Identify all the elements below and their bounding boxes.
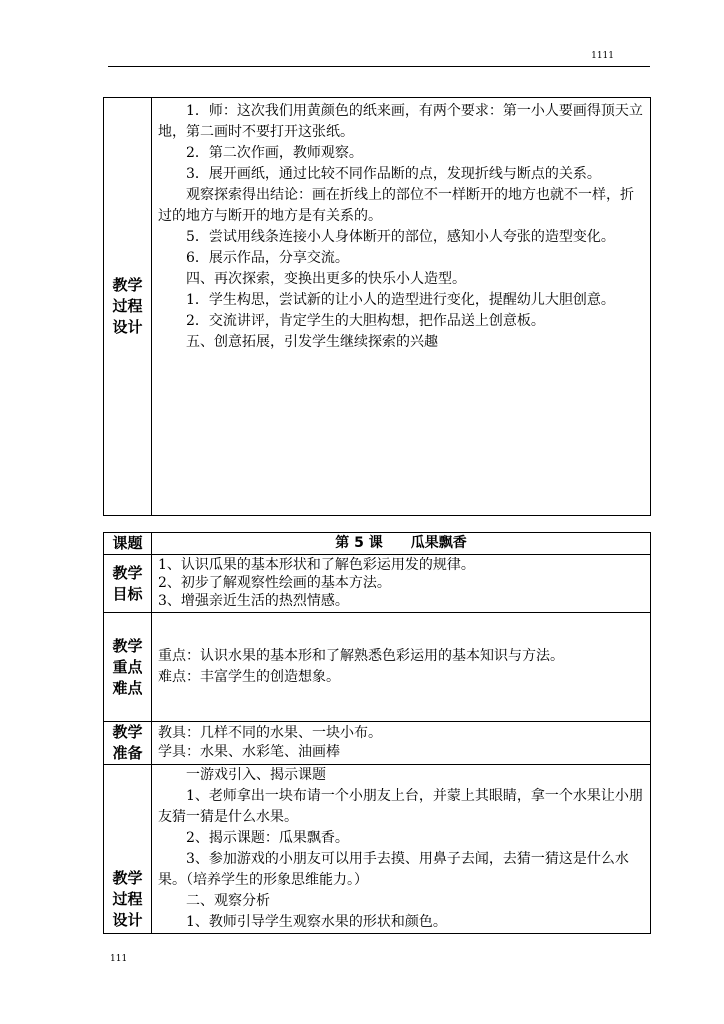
key-difficult-row [104, 613, 651, 722]
process-paragraph: 3、参加游戏的小朋友可以用手去摸、用鼻子去闻，去猜一猜这是什么水果。（培养学生的形象思维能力。） [158, 851, 629, 888]
process-paragraph: 1、教师引导学生观察水果的形状和颜色。 [186, 914, 447, 930]
process-paragraph: 一游戏引入、揭示课题 [186, 767, 326, 783]
lesson-plan-table [103, 532, 651, 934]
difficult-point: 难点：丰富学生的创造想象。 [158, 669, 340, 685]
label-line: 课题 [112, 534, 143, 552]
label-line: 教学 [112, 869, 143, 887]
goal-item: 3、增强亲近生活的热烈情感。 [158, 593, 349, 609]
footer-page-number: 111 [110, 954, 128, 964]
process-paragraph: 2．交流讲评，肯定学生的大胆构想，把作品送上创意板。 [186, 313, 545, 329]
process-paragraph: 五、创意拓展，引发学生继续探索的兴趣 [186, 334, 438, 350]
preparation-content [152, 722, 651, 765]
topic-row [104, 533, 651, 555]
label-line: 过程 [112, 890, 143, 908]
process-paragraph: 1．师：这次我们用黄颜色的纸来画，有两个要求：第一小人要画得顶天立地，第二画时不要打开这张纸。 [158, 103, 643, 140]
label-line: 教学 [112, 563, 143, 582]
prep-item: 学具：水果、水彩笔、油画棒 [158, 744, 340, 760]
process-paragraph: 3．展开画纸，通过比较不同作品断的点，发现折线与断点的关系。 [186, 166, 601, 182]
lesson-number: 第 5 课 [335, 535, 383, 551]
label-line: 准备 [112, 744, 143, 762]
preparation-label [104, 722, 152, 765]
process-paragraph: 5．尝试用线条连接小人身体断开的部位，感知小人夸张的造型变化。 [186, 229, 615, 245]
process-row [104, 765, 651, 934]
process-label [104, 765, 152, 934]
label-line: 教学 [112, 723, 143, 741]
goals-row [104, 555, 651, 613]
lesson-name: 瓜果飘香 [410, 535, 467, 551]
process-paragraph: 观察探索得出结论：画在折线上的部位不一样断开的地方也就不一样，折过的地方与断开的地方是有关系的。 [158, 187, 634, 224]
label-line: 教学 [112, 276, 143, 294]
key-point: 重点：认识水果的基本形和了解熟悉色彩运用的基本知识与方法。 [158, 648, 564, 664]
key-difficult-content [152, 613, 651, 722]
teaching-process-row [104, 98, 651, 516]
label-line: 过程 [112, 297, 143, 315]
goal-item: 2、初步了解观察性绘画的基本方法。 [158, 575, 391, 591]
process-paragraph: 1．学生构思，尝试新的让小人的造型进行变化，提醒幼儿大胆创意。 [186, 292, 615, 308]
teaching-process-content [152, 98, 651, 516]
process-paragraph: 2、揭示课题：瓜果飘香。 [186, 830, 349, 846]
label-line: 重点 [112, 657, 143, 676]
process-paragraph: 1、老师拿出一块布请一个小朋友上台，并蒙上其眼睛，拿一个水果让小朋友猜一猜是什么水果。 [158, 788, 643, 825]
label-line: 设计 [112, 911, 143, 929]
label-line: 设计 [112, 318, 143, 336]
label-line: 教学 [112, 636, 143, 655]
teaching-process-label [104, 98, 152, 516]
lesson-continuation-table [103, 97, 651, 516]
topic-label [104, 533, 152, 555]
key-difficult-label [104, 613, 152, 722]
process-paragraph: 2．第二次作画，教师观察。 [186, 145, 363, 161]
goals-label [104, 555, 152, 613]
process-paragraph: 四、再次探索，变换出更多的快乐小人造型。 [186, 271, 466, 287]
preparation-row [104, 722, 651, 765]
label-line: 目标 [112, 584, 143, 603]
process-content [152, 765, 651, 934]
goal-item: 1、认识瓜果的基本形状和了解色彩运用发的规律。 [158, 557, 475, 573]
label-line: 难点 [112, 678, 143, 697]
header-rule [108, 66, 650, 67]
prep-item: 教具：几样不同的水果、一块小布。 [158, 725, 382, 741]
goals-content [152, 555, 651, 613]
header-page-number: 1111 [591, 51, 614, 61]
lesson-title [152, 533, 651, 555]
process-paragraph: 二、观察分析 [186, 893, 270, 909]
process-paragraph: 6．展示作品，分享交流。 [186, 250, 349, 266]
